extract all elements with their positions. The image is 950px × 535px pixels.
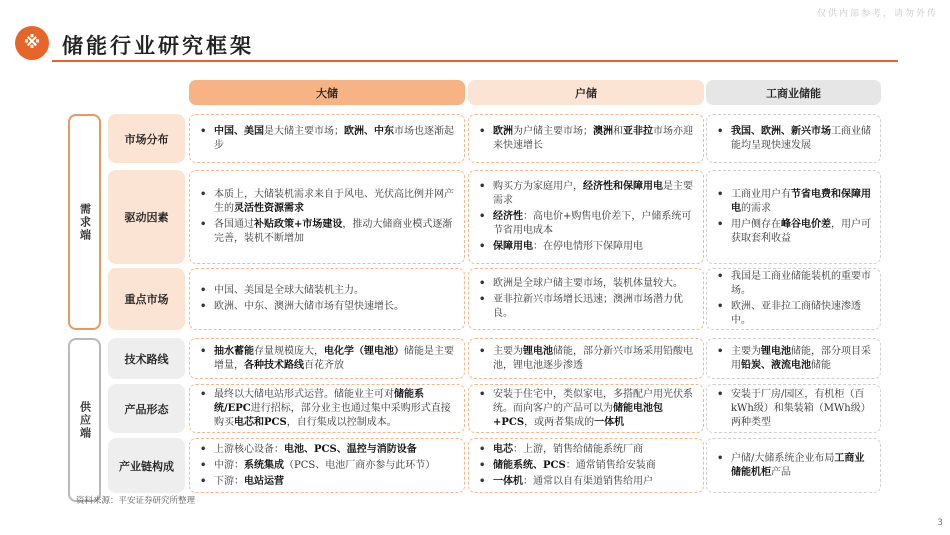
- bullet-item: [200, 345, 456, 373]
- bullet-dot-icon: •: [200, 443, 207, 455]
- bullet-text: 抽水蓄能存量规模庞大，电化学（锂电池）储能是主要增量，各种技术路线百花齐放: [214, 345, 454, 371]
- bullet-dot-icon: •: [717, 219, 724, 230]
- cell-tech-route-col3: [706, 338, 881, 379]
- bullet-text: 购买方为家庭用户，经济性和保障用电是主要需求: [493, 181, 693, 206]
- bullet-text: 亚非拉新兴市场增长迅速；澳洲市场潜力优良。: [493, 294, 683, 319]
- bullet-dot-icon: •: [200, 125, 207, 137]
- bullet-text: 安装于厂房/园区，有机柜（百kWh级）和集装箱（MWh级）两种类型: [731, 388, 871, 428]
- group-demand-label: 需求端: [78, 202, 92, 242]
- bullet-item: [479, 459, 695, 473]
- bullet-dot-icon: •: [200, 345, 207, 357]
- bullet-dot-icon: •: [479, 241, 486, 252]
- bullet-text: 欧洲、中东、澳洲大储市场有望快速增长。: [214, 301, 404, 312]
- bullet-text: 我国是工商业储能装机的重要市场。: [731, 271, 871, 296]
- page-title: 储能行业研究框架: [62, 34, 254, 58]
- bullet-dot-icon: •: [717, 345, 724, 357]
- bullet-item: [200, 125, 456, 153]
- bullet-text: 中国、美国是大储主要市场；欧洲、中东市场也逐渐起步: [214, 125, 454, 151]
- bullet-dot-icon: •: [717, 301, 724, 312]
- bullet-text: 安装于住宅中，类似家电，多搭配户用光伏系统。而向客户的产品可以为储能电池包+PCS，或两者集成的一体机: [493, 388, 693, 428]
- row-label-industry-chain: 产业链构成: [108, 438, 185, 493]
- bullet-text: 欧洲、亚非拉工商储快速渗透中。: [731, 301, 861, 326]
- bullet-text: 电芯：上游，销售给储能系统厂商: [493, 443, 643, 455]
- bullet-text: 欧洲是全球户储主要市场，装机体量较大。: [493, 278, 683, 289]
- bullet-item: [479, 443, 695, 457]
- bullet-item: [479, 345, 695, 373]
- bullet-text: 一体机：通常以自有渠道销售给用户: [493, 475, 653, 487]
- bullet-text: 工商业用户有节省电费和保障用电的需求: [731, 189, 871, 214]
- bullet-dot-icon: •: [479, 475, 486, 487]
- bullet-item: [717, 345, 872, 373]
- group-demand: [68, 114, 101, 330]
- bullet-item: [717, 300, 872, 328]
- group-supply-label: 供应端: [78, 400, 92, 440]
- bullet-dot-icon: •: [200, 459, 207, 471]
- bullet-dot-icon: •: [200, 388, 207, 400]
- cell-drivers-col2: [468, 170, 704, 264]
- bullet-item: [200, 443, 456, 457]
- bullet-text: 下游：电站运营: [214, 475, 284, 487]
- column-header-ci-storage: 工商业储能: [706, 80, 881, 105]
- bullet-text: 最终以大储电站形式运营。储能业主可对储能系统/EPC进行招标，部分业主也通过集中采购形式直接购买电芯和PCS，自行集成以控制成本。: [214, 388, 451, 428]
- bullet-item: [479, 475, 695, 489]
- bullet-text: 本质上，大储装机需求来自于风电、光伏高比例并网产生的灵活性资源需求: [214, 189, 454, 214]
- row-label-market-distribution: 市场分布: [108, 114, 185, 163]
- bullet-item: [717, 452, 872, 480]
- bullet-dot-icon: •: [479, 125, 486, 137]
- bullet-item: [717, 125, 872, 153]
- cell-market-distribution-col2: [468, 114, 704, 163]
- bullet-dot-icon: •: [200, 189, 207, 200]
- column-header-home-storage: 户储: [468, 80, 704, 105]
- column-header-large-storage: 大储: [189, 80, 465, 105]
- bullet-text: 中国、美国是全球大储装机主力。: [214, 285, 364, 296]
- bullet-dot-icon: •: [200, 475, 207, 487]
- bullet-item: [200, 300, 456, 314]
- cell-drivers-col3: [706, 170, 881, 264]
- bullet-dot-icon: •: [717, 388, 724, 400]
- bullet-item: [200, 459, 456, 473]
- bullet-item: [200, 218, 456, 246]
- cell-key-markets-col1: [189, 268, 465, 330]
- bullet-text: 我国、欧洲、新兴市场工商业储能均呈现快速发展: [731, 125, 871, 151]
- cell-industry-chain-col1: [189, 438, 465, 493]
- bullet-text: 户储/大储系统企业布局工商业储能机柜产品: [731, 452, 865, 478]
- cell-tech-route-col2: [468, 338, 704, 379]
- cell-market-distribution-col1: [189, 114, 465, 163]
- row-label-tech-route: 技术路线: [108, 338, 185, 379]
- row-label-product-form: 产品形态: [108, 384, 185, 433]
- source-note: 资料来源：平安证券研究所整理: [76, 496, 196, 506]
- cell-key-markets-col3: [706, 268, 881, 330]
- bullet-dot-icon: •: [200, 285, 207, 296]
- bullet-text: 欧洲为户储主要市场；澳洲和亚非拉市场亦迎来快速增长: [493, 125, 693, 151]
- reference-mark-icon: ※: [15, 26, 49, 60]
- bullet-text: 各国通过补贴政策+市场建设，推动大储商业模式逐渐完善，装机不断增加: [214, 219, 453, 244]
- watermark-text: 仅供内部参考，请勿外传: [816, 9, 938, 19]
- cell-product-form-col3: [706, 384, 881, 433]
- bullet-item: [200, 475, 456, 489]
- bullet-item: [200, 388, 456, 430]
- bullet-text: 用户侧存在峰谷电价差，用户可获取套利收益: [731, 219, 871, 244]
- bullet-item: [479, 125, 695, 153]
- bullet-dot-icon: •: [479, 278, 486, 289]
- bullet-item: [200, 284, 456, 298]
- cell-industry-chain-col3: [706, 438, 881, 493]
- bullet-item: [717, 270, 872, 298]
- cell-drivers-col1: [189, 170, 465, 264]
- bullet-text: 储能系统、PCS：通常销售给安装商: [493, 459, 656, 471]
- bullet-dot-icon: •: [717, 189, 724, 200]
- bullet-dot-icon: •: [717, 271, 724, 282]
- bullet-item: [479, 293, 695, 321]
- cell-product-form-col1: [189, 384, 465, 433]
- bullet-dot-icon: •: [479, 443, 486, 455]
- bullet-item: [479, 388, 695, 430]
- bullet-item: [717, 188, 872, 216]
- bullet-dot-icon: •: [479, 211, 486, 222]
- bullet-item: [479, 210, 695, 238]
- bullet-dot-icon: •: [479, 345, 486, 357]
- bullet-dot-icon: •: [479, 388, 486, 400]
- bullet-text: 主要为锂电池储能，部分新兴市场采用铅酸电池，锂电池逐步渗透: [493, 345, 693, 371]
- group-supply: [68, 338, 101, 502]
- bullet-dot-icon: •: [479, 294, 486, 305]
- bullet-text: 保障用电：在停电情形下保障用电: [493, 241, 643, 252]
- bullet-dot-icon: •: [200, 301, 207, 312]
- bullet-text: 主要为锂电池储能，部分项目采用铅炭、液流电池储能: [731, 345, 871, 371]
- bullet-text: 上游核心设备：电池、PCS、温控与消防设备: [214, 443, 417, 455]
- bullet-text: 中游：系统集成（PCS、电池厂商亦参与此环节）: [214, 459, 436, 471]
- bullet-item: [200, 188, 456, 216]
- bullet-item: [479, 277, 695, 291]
- bullet-text: 经济性：高电价+购售电价差下，户储系统可节省用电成本: [493, 211, 692, 236]
- bullet-item: [479, 240, 695, 254]
- row-label-key-markets: 重点市场: [108, 268, 185, 330]
- bullet-item: [717, 388, 872, 430]
- title-divider: [52, 60, 898, 62]
- bullet-dot-icon: •: [717, 125, 724, 137]
- cell-tech-route-col1: [189, 338, 465, 379]
- bullet-dot-icon: •: [479, 459, 486, 471]
- page-number: 3: [937, 518, 943, 528]
- cell-product-form-col2: [468, 384, 704, 433]
- bullet-dot-icon: •: [717, 452, 724, 464]
- bullet-item: [717, 218, 872, 246]
- bullet-dot-icon: •: [200, 219, 207, 230]
- bullet-item: [479, 180, 695, 208]
- bullet-dot-icon: •: [479, 181, 486, 192]
- cell-industry-chain-col2: [468, 438, 704, 493]
- cell-key-markets-col2: [468, 268, 704, 330]
- cell-market-distribution-col3: [706, 114, 881, 163]
- row-label-drivers: 驱动因素: [108, 170, 185, 264]
